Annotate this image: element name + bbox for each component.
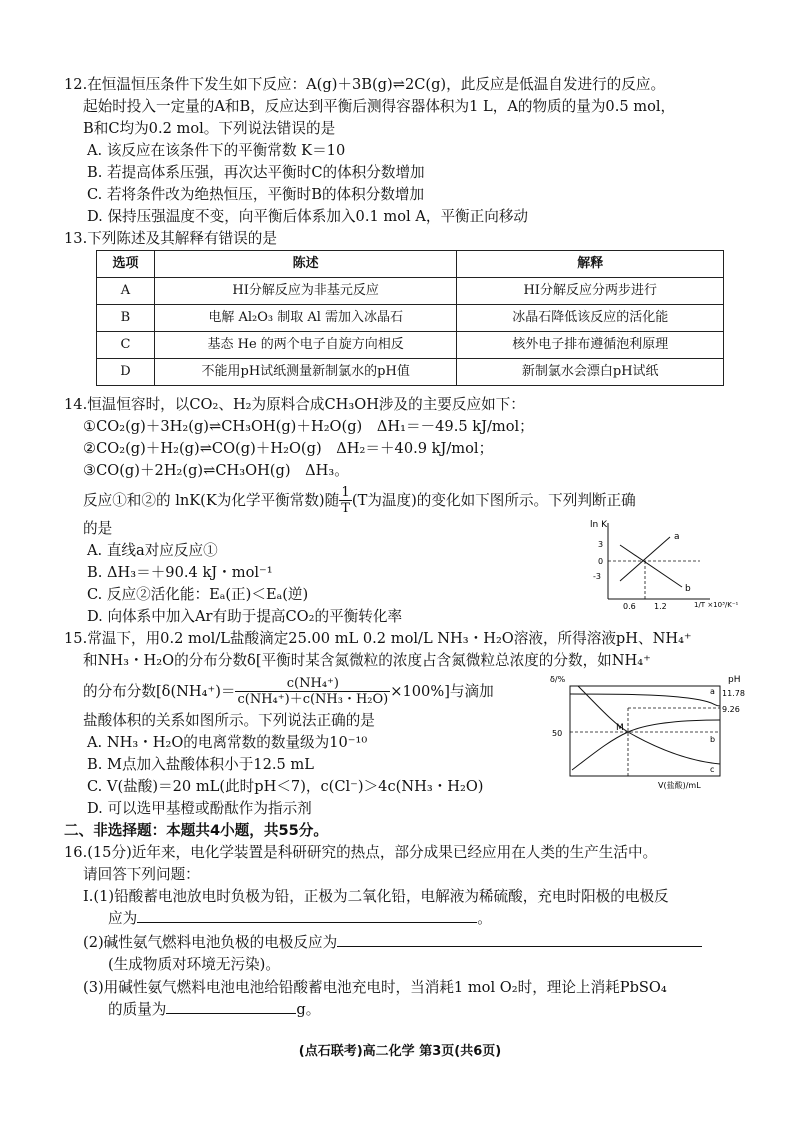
titration-ytick-50: 50 <box>552 729 563 738</box>
q15-stem3-part2: ×100%]与滴加 <box>390 682 494 700</box>
q12-option-a: A. 该反应在该条件下的平衡常数 K＝10 <box>87 142 346 159</box>
answer-blank-2[interactable] <box>337 934 702 947</box>
table-row <box>97 359 724 386</box>
titration-series-b-label: b <box>710 735 716 744</box>
q15-option-b: B. M点加入盐酸体积小于12.5 mL <box>87 756 314 773</box>
q13-stem: 13.下列陈述及其解释有错误的是 <box>64 230 277 247</box>
lnk-series-a-label: a <box>674 532 680 542</box>
table-row <box>97 332 724 359</box>
lnk-ytick-neg3: -3 <box>593 572 601 581</box>
q12-stem-line3: B和C均为0.2 mol。下列说法错误的是 <box>83 120 336 137</box>
fraction-denominator: c(NH₄⁺)＋c(NH₃・H₂O) <box>237 692 389 708</box>
q16-part3-prefix: 的质量为 <box>108 1001 167 1018</box>
q13-header-statement: 陈述 <box>154 251 457 278</box>
page-footer: (点石联考)高二化学 第3页(共6页) <box>298 1044 502 1059</box>
q14-stem: 14.恒温恒容时，以CO₂、H₂为原料合成CH₃OH涉及的主要反应如下： <box>64 396 525 413</box>
fraction-numerator: c(NH₄⁺) <box>235 676 390 692</box>
titration-chart <box>548 670 748 795</box>
answer-blank-3[interactable] <box>166 1001 296 1014</box>
lnk-y-label: ln K <box>590 520 607 530</box>
titration-left-axis-label: δ/% <box>550 675 566 684</box>
distribution-fraction <box>235 676 390 708</box>
titration-right-axis-label: pH <box>728 675 741 685</box>
q16-part1-line2 <box>108 910 492 927</box>
q15-stem-line2: 和NH₃・H₂O的分布分数δ[平衡时某含氮微粒的浓度占含氮微粒总浓度的分数，如NH₄⁺ <box>83 652 651 669</box>
lnk-series-a-line <box>620 537 670 581</box>
titration-x-label: V(盐酸)/mL <box>658 781 701 790</box>
q16-part1-line1: Ⅰ.(1)铅酸蓄电池放电时负极为铅，正极为二氧化铅，电解液为稀硫酸，充电时阳极的电极反 <box>83 888 669 905</box>
q16-part1-prefix: 应为 <box>108 910 138 927</box>
q15-stem-line1: 15.常温下，用0.2 mol/L盐酸滴定25.00 mL 0.2 mol/L NH₃・H₂O溶液，所得溶液pH、NH₄⁺ <box>64 630 692 647</box>
q15-option-c: C. V(盐酸)＝20 mL(此时pH＜7)，c(Cl⁻)＞4c(NH₃・H₂O) <box>87 778 484 795</box>
q16-ask: 请回答下列问题： <box>83 866 200 883</box>
q15-stem-line4: 盐酸体积的关系如图所示。下列说法正确的是 <box>83 712 375 729</box>
q16-part1-end: 。 <box>477 910 492 927</box>
q14-desc-part1: 反应①和②的 lnK(K为化学平衡常数)随 <box>83 491 340 509</box>
q12-stem-line2: 起始时投入一定量的A和B，反应达到平衡后测得容器体积为1 L，A的物质的量为0.5 mol， <box>83 98 676 115</box>
lnk-vs-inverse-t-chart <box>590 515 740 615</box>
q13-cell-statement: HI分解反应为非基元反应 <box>154 278 457 305</box>
q13-cell-statement: 不能用pH试纸测量新制氯水的pH值 <box>154 359 457 386</box>
lnk-ytick-3: 3 <box>598 540 604 549</box>
q15-option-a: A. NH₃・H₂O的电离常数的数量级为10⁻¹⁰ <box>87 734 368 751</box>
q14-reaction-2: ②CO₂(g)＋H₂(g)⇌CO(g)＋H₂O(g) ΔH₂＝＋40.9 kJ/mol； <box>83 440 494 457</box>
q12-stem-line1: 12.在恒温恒压条件下发生如下反应：A(g)＋3B(g)⇌2C(g)，此反应是低温自发进行的反应。 <box>64 76 666 93</box>
titration-point-m-label: M <box>616 723 624 733</box>
q12-option-b: B. 若提高体系压强，再次达平衡时C的体积分数增加 <box>87 164 425 181</box>
one-over-t-fraction <box>339 485 352 517</box>
titration-series-a-ph <box>570 694 720 706</box>
q12-option-d: D. 保持压强温度不变，向平衡后体系加入0.1 mol A，平衡正向移动 <box>87 208 529 225</box>
q15-option-d: D. 可以选甲基橙或酚酞作为指示剂 <box>87 800 312 817</box>
q13-header-explanation: 解释 <box>457 251 724 278</box>
q13-cell-option: C <box>97 332 155 359</box>
q16-part2-line1 <box>83 934 702 951</box>
lnk-xtick-1.2: 1.2 <box>654 602 667 611</box>
q14-reaction-1: ①CO₂(g)＋3H₂(g)⇌CH₃OH(g)＋H₂O(g) ΔH₁＝－49.5 kJ/mol； <box>83 418 534 435</box>
fraction-denominator: T <box>341 501 350 517</box>
q16-part3-end: g。 <box>296 1001 321 1018</box>
q13-cell-statement: 基态 He 的两个电子自旋方向相反 <box>154 332 457 359</box>
q14-reaction-3: ③CO(g)＋2H₂(g)⇌CH₃OH(g) ΔH₃。 <box>83 462 349 479</box>
lnk-x-label: 1/T ×10³/K⁻¹ <box>694 601 739 609</box>
titration-series-b-nh4 <box>572 720 720 770</box>
table-row <box>97 305 724 332</box>
lnk-series-b-line <box>620 545 682 587</box>
q13-table-header <box>97 251 724 278</box>
q13-cell-statement: 电解 Al₂O₃ 制取 Al 需加入冰晶石 <box>154 305 457 332</box>
q13-table <box>96 250 724 386</box>
q16-part2-prefix: (2)碱性氨气燃料电池负极的电极反应为 <box>83 934 338 951</box>
q15-stem3-part1: 的分布分数[δ(NH₄⁺)＝ <box>83 682 236 700</box>
q13-header-option: 选项 <box>97 251 155 278</box>
q14-option-a: A. 直线a对应反应① <box>87 542 218 559</box>
lnk-series-b-label: b <box>685 584 691 594</box>
q13-cell-explanation: HI分解反应分两步进行 <box>457 278 724 305</box>
answer-blank-1[interactable] <box>137 910 477 923</box>
q13-cell-explanation: 核外电子排布遵循泡利原理 <box>457 332 724 359</box>
q13-cell-explanation: 冰晶石降低该反应的活化能 <box>457 305 724 332</box>
q14-option-b: B. ΔH₃＝＋90.4 kJ・mol⁻¹ <box>87 564 273 581</box>
q13-cell-explanation: 新制氯水会漂白pH试纸 <box>457 359 724 386</box>
titration-ytick-11.78: 11.78 <box>722 689 745 698</box>
q12-option-c: C. 若将条件改为绝热恒压，平衡时B的体积分数增加 <box>87 186 425 203</box>
lnk-xtick-0.6: 0.6 <box>623 602 636 611</box>
q13-cell-option: D <box>97 359 155 386</box>
q16-part3-line1: (3)用碱性氨气燃料电池电池给铅酸蓄电池充电时，当消耗1 mol O₂时，理论上消耗PbSO₄ <box>83 979 667 996</box>
titration-series-c-nh3 <box>578 686 720 764</box>
q16-part2-line2: (生成物质对环境无污染)。 <box>108 956 280 973</box>
section-2-heading: 二、非选择题：本题共4小题，共55分。 <box>64 822 328 839</box>
titration-series-c-label: c <box>710 765 715 774</box>
q15-stem-line3 <box>83 676 494 708</box>
fraction-numerator: 1 <box>339 485 352 501</box>
q16-stem: 16.(15分)近年来，电化学装置是科研研究的热点，部分成果已经应用在人类的生产生活中。 <box>64 844 658 861</box>
q13-cell-option: B <box>97 305 155 332</box>
titration-series-a-label: a <box>710 687 715 696</box>
titration-ytick-9.26: 9.26 <box>722 705 740 714</box>
q14-option-c: C. 反应②活化能：Eₐ(正)＜Eₐ(逆) <box>87 586 309 603</box>
q13-cell-option: A <box>97 278 155 305</box>
q14-description-line1 <box>83 485 636 517</box>
q14-desc-part2: (T为温度)的变化如下图所示。下列判断正确 <box>351 491 636 509</box>
q16-part3-line2 <box>108 1001 320 1018</box>
q14-description-line2: 的是 <box>83 520 113 537</box>
table-row <box>97 278 724 305</box>
lnk-ytick-0: 0 <box>598 557 604 566</box>
q14-option-d: D. 向体系中加入Ar有助于提高CO₂的平衡转化率 <box>87 608 403 625</box>
